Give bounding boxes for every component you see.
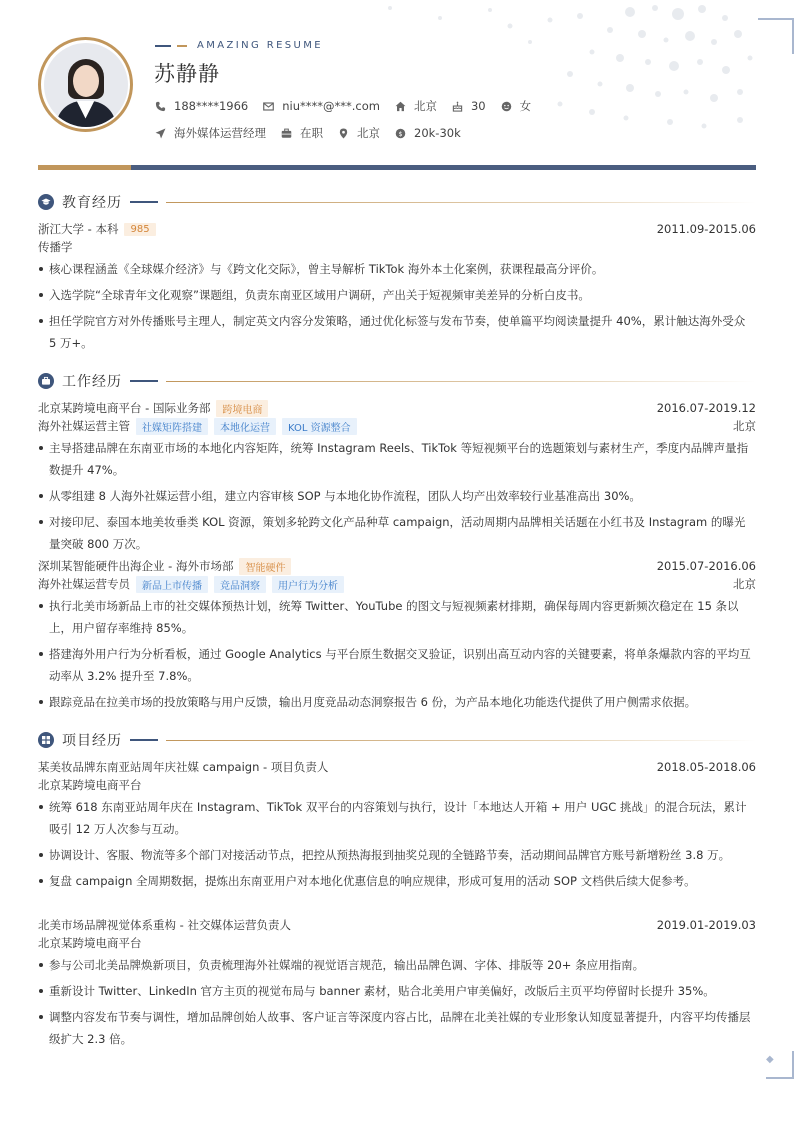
company-name: 北京某跨境电商平台 - 国际业务部 [38, 401, 211, 415]
project-org-row [38, 934, 756, 952]
contact-row [155, 98, 546, 114]
email-item [263, 99, 380, 113]
project-entry-1 [38, 758, 756, 896]
major-row [38, 238, 756, 256]
project-bullets [38, 954, 756, 1050]
project-org: 北京某跨境电商平台 [38, 778, 142, 792]
role-title: 海外社媒运营主管 [38, 419, 130, 433]
list-item: 调整内容发布节奏与调性，增加品牌创始人故事、客户证言等深度内容占比，品牌在北美社媒的专业形象认知度显著提升，内容平均传播层级扩大 2.3 倍。 [38, 1006, 756, 1050]
work-bullets [38, 437, 756, 555]
role-row [38, 575, 756, 593]
project-heading-row [38, 916, 756, 934]
project-heading-row [38, 758, 756, 776]
work-location: 北京 [733, 419, 756, 433]
status-item [281, 125, 323, 141]
industry-tag: 智能硬件 [239, 558, 291, 575]
major-name: 传播学 [38, 240, 73, 254]
school-tag: 985 [124, 223, 155, 236]
work-entry-1 [38, 399, 756, 559]
svg-text:$: $ [398, 129, 403, 138]
project-date: 2019.01-2019.03 [656, 918, 756, 932]
city-text: 北京 [413, 99, 437, 113]
avatar-photo [44, 43, 128, 127]
grid-icon [38, 732, 54, 748]
brand-line [155, 40, 323, 51]
skill-tag: 用户行为分析 [272, 576, 344, 593]
person-icon [501, 101, 512, 112]
briefcase-icon [281, 128, 292, 139]
city-item [395, 98, 437, 114]
candidate-name: 苏静静 [154, 62, 220, 86]
list-item: 执行北美市场新品上市的社交媒体预热计划，统筹 Twitter、YouTube 的图文与短视频素材排期，确保每周内容更新频次稳定在 15 条以上，用户留存率维持 85%。 [38, 595, 756, 639]
school-name: 浙江大学 - 本科 [38, 222, 119, 236]
education-heading-row [38, 220, 756, 238]
education-date: 2011.09-2015.06 [656, 222, 756, 236]
list-item: 搭建海外用户行为分析看板，通过 Google Analytics 与平台原生数据交叉验证，识别出高互动内容的关键要素，将单条爆款内容的平均互动率从 3.2% 提升至 7.8%。 [38, 643, 756, 687]
list-item: 入选学院“全球青年文化观察”课题组，负责东南亚区域用户调研，产出关于短视频审美差异的分析白皮书。 [38, 284, 756, 306]
work-bullets [38, 595, 756, 713]
send-icon [155, 128, 166, 139]
education-bullets [38, 258, 756, 354]
project-date: 2018.05-2018.06 [656, 760, 756, 774]
corner-ornament-bottom [766, 1051, 794, 1079]
project-section-title: 项目经历 [62, 733, 122, 749]
diamond-icon: ◆ [766, 1054, 774, 1065]
age-text: 30 [470, 99, 486, 113]
decorative-dots [330, 0, 770, 170]
project-name: 北美市场品牌视觉体系重构 - 社交媒体运营负责人 [38, 918, 291, 932]
home-icon [395, 101, 406, 112]
role-row [38, 417, 756, 435]
project-section-header [38, 730, 756, 750]
work-date: 2015.07-2016.06 [656, 559, 756, 573]
email-icon [263, 101, 274, 112]
status-text: 在职 [300, 126, 323, 140]
company-name: 深圳某智能硬件出海企业 - 海外市场部 [38, 559, 234, 573]
work-entry-2 [38, 557, 756, 717]
work-heading-row [38, 399, 756, 417]
project-org: 北京某跨境电商平台 [38, 936, 142, 950]
list-item: 重新设计 Twitter、LinkedIn 官方主页的视觉布局与 banner 素材，贴合北美用户审美偏好，改版后主页平均停留时长提升 35%。 [38, 980, 756, 1002]
target-city-item [338, 125, 380, 141]
list-item: 核心课程涵盖《全球媒介经济》与《跨文化交际》，曾主导解析 TikTok 海外本土化案例，获课程最高分评价。 [38, 258, 756, 280]
list-item: 担任学院官方对外传播账号主理人，制定英文内容分发策略，通过优化标签与发布节奏，使单篇平均阅读量提升 40%，累计触达海外受众 5 万+。 [38, 310, 756, 354]
education-entry [38, 220, 756, 358]
education-section-header [38, 192, 756, 212]
skill-tag: 本地化运营 [214, 418, 276, 435]
work-date: 2016.07-2019.12 [656, 401, 756, 415]
gender-item [501, 98, 532, 114]
graduation-cap-icon [38, 194, 54, 210]
cake-icon [452, 101, 463, 112]
location-pin-icon [338, 128, 349, 139]
list-item: 参与公司北美品牌焕新项目，负责梳理海外社媒端的视觉语言规范，输出品牌色调、字体、排版等 20+ 条应用指南。 [38, 954, 756, 976]
industry-tag: 跨境电商 [216, 400, 268, 417]
phone-item [155, 99, 248, 113]
list-item: 跟踪竞品在拉美市场的投放策略与用户反馈，输出月度竞品动态洞察报告 6 份，为产品本地化功能迭代提供了用户侧需求依据。 [38, 691, 756, 713]
project-entry-2 [38, 916, 756, 1054]
skill-tag: 竞品洞察 [214, 576, 266, 593]
list-item: 统筹 618 东南亚站周年庆在 Instagram、TikTok 双平台的内容策划与执行，设计「本地达人开箱 + 用户 UGC 挑战」的混合玩法，累计吸引 12 万人次参与互动。 [38, 796, 756, 840]
project-bullets [38, 796, 756, 892]
phone-icon [155, 101, 166, 112]
skill-tag: 新品上市传播 [136, 576, 208, 593]
list-item: 从零组建 8 人海外社媒运营小组，建立内容审核 SOP 与本地化协作流程，团队人均产出效率较行业基准高出 30%。 [38, 485, 756, 507]
email-text: niu****@***.com [282, 99, 380, 113]
target-city-text: 北京 [357, 126, 380, 140]
work-section-header [38, 371, 756, 391]
work-heading-row [38, 557, 756, 575]
avatar [38, 37, 133, 132]
job-intent-row [155, 125, 476, 141]
coin-icon [395, 128, 406, 139]
list-item: 协调设计、客服、物流等多个部门对接活动节点，把控从预热海报到抽奖兑现的全链路节奏，活动期间品牌官方账号新增粉丝 3.8 万。 [38, 844, 756, 866]
work-location: 北京 [733, 577, 756, 591]
skill-tag: 社媒矩阵搭建 [136, 418, 208, 435]
work-section-title: 工作经历 [62, 374, 122, 390]
gender-text: 女 [519, 99, 532, 113]
list-item: 对接印尼、泰国本地美妆垂类 KOL 资源，策划多轮跨文化产品种草 campaign，活动周期内品牌相关话题在小红书及 Instagram 的曝光量突破 800 万次。 [38, 511, 756, 555]
salary-text: 20k-30k [414, 126, 461, 140]
phone-text: 188****1966 [174, 99, 249, 113]
target-role-item [155, 125, 266, 141]
list-item: 复盘 campaign 全周期数据，提炼出东南亚用户对本地化优惠信息的响应规律，形成可复用的活动 SOP 文档供后续大促参考。 [38, 870, 756, 892]
project-org-row [38, 776, 756, 794]
education-section-title: 教育经历 [62, 195, 122, 211]
target-role-text: 海外媒体运营经理 [174, 126, 266, 140]
list-item: 主导搭建品牌在东南亚市场的本地化内容矩阵，统筹 Instagram Reels、TikTok 等短视频平台的选题策划与素材生产，季度内品牌声量指数提升 47%。 [38, 437, 756, 481]
role-title: 海外社媒运营专员 [38, 577, 130, 591]
brand-text: AMAZING RESUME [197, 40, 323, 51]
salary-item [395, 126, 461, 140]
corner-ornament-top [758, 18, 794, 54]
header-divider [38, 165, 756, 170]
age-item [452, 99, 486, 113]
briefcase-section-icon [38, 373, 54, 389]
skill-tag: KOL 资源整合 [282, 418, 357, 435]
project-name: 某美妆品牌东南亚站周年庆社媒 campaign - 项目负责人 [38, 760, 329, 774]
